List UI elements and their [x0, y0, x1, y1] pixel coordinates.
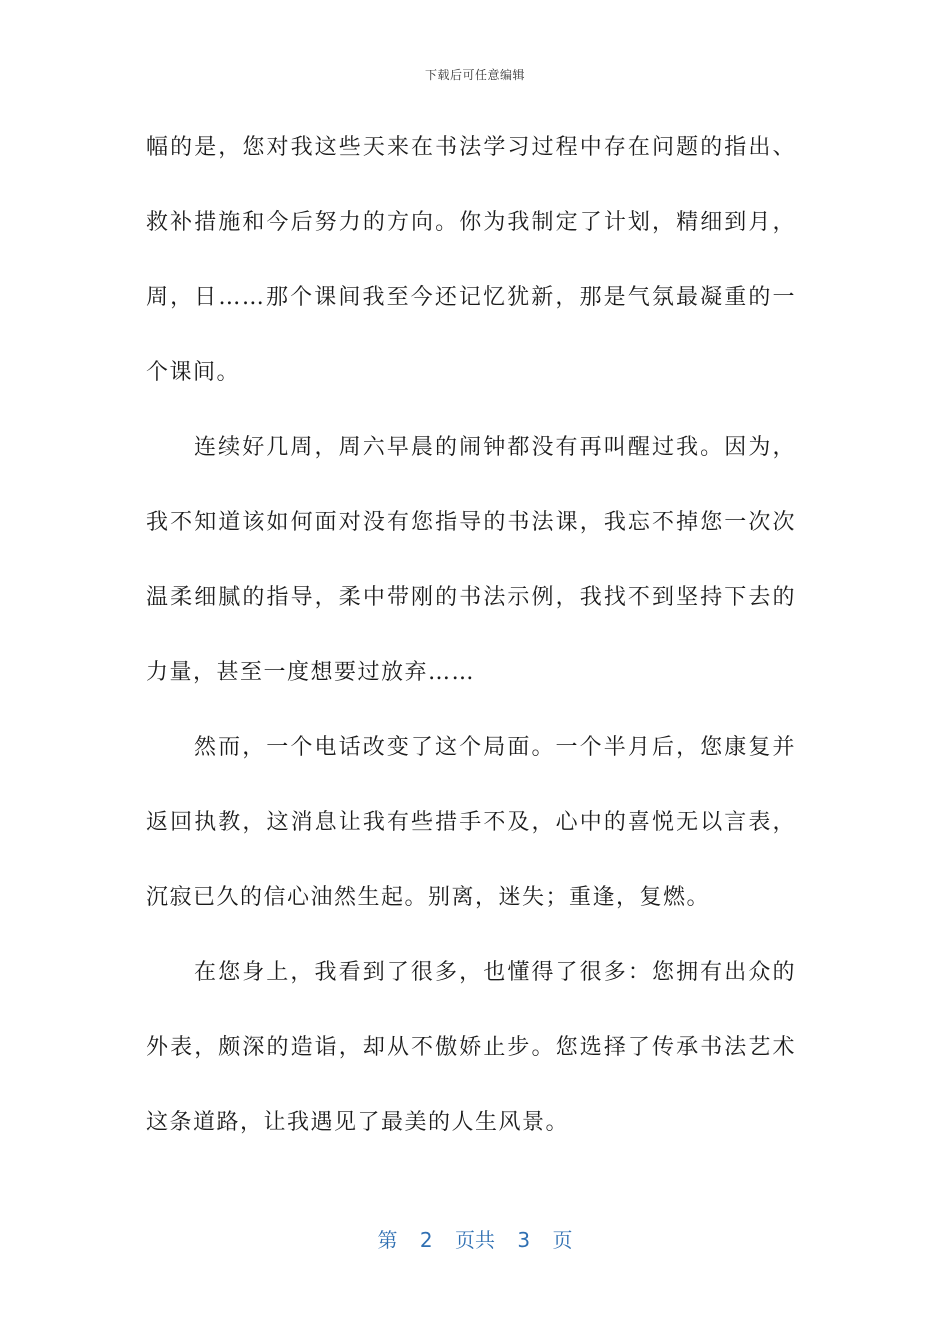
- footer-prefix: 第: [377, 1228, 398, 1252]
- text-line: 我不知道该如何面对没有您指导的书法课，我忘不掉您一次次: [146, 510, 796, 535]
- text-line: 沉寂已久的信心油然生起。别离，迷失；重逢，复燃。: [146, 885, 711, 910]
- page-footer: [0, 1224, 950, 1253]
- header-note: 下载后可任意编辑: [424, 68, 525, 82]
- text-line: 温柔细腻的指导，柔中带刚的书法示例，我找不到坚持下去的: [146, 585, 796, 610]
- text-line: 这条道路，让我遇见了最美的人生风景。: [146, 1110, 570, 1135]
- body-text: [146, 110, 796, 1160]
- total-pages-number: 3: [517, 1228, 531, 1252]
- text-line: 周，日……那个课间我至今还记忆犹新，那是气氛最凝重的一: [146, 285, 796, 310]
- current-page-number: 2: [419, 1228, 433, 1252]
- text-line: 个课间。: [146, 360, 241, 385]
- text-line: 力量，甚至一度想要过放弃……: [146, 660, 476, 685]
- footer-suffix: 页: [552, 1228, 573, 1252]
- text-line: 在您身上，我看到了很多，也懂得了很多：您拥有出众的: [194, 960, 796, 985]
- text-line: 幅的是，您对我这些天来在书法学习过程中存在问题的指出、: [146, 135, 796, 160]
- text-line: 外表，颇深的造诣，却从不傲娇止步。您选择了传承书法艺术: [146, 1035, 796, 1060]
- text-line: 返回执教，这消息让我有些措手不及，心中的喜悦无以言表，: [146, 810, 796, 835]
- text-line: 连续好几周，周六早晨的闹钟都没有再叫醒过我。因为，: [194, 435, 796, 460]
- text-line: 救补措施和今后努力的方向。你为我制定了计划，精细到月，: [146, 210, 796, 235]
- text-line: 然而，一个电话改变了这个局面。一个半月后，您康复并: [194, 735, 796, 760]
- footer-middle: 页共: [455, 1228, 495, 1252]
